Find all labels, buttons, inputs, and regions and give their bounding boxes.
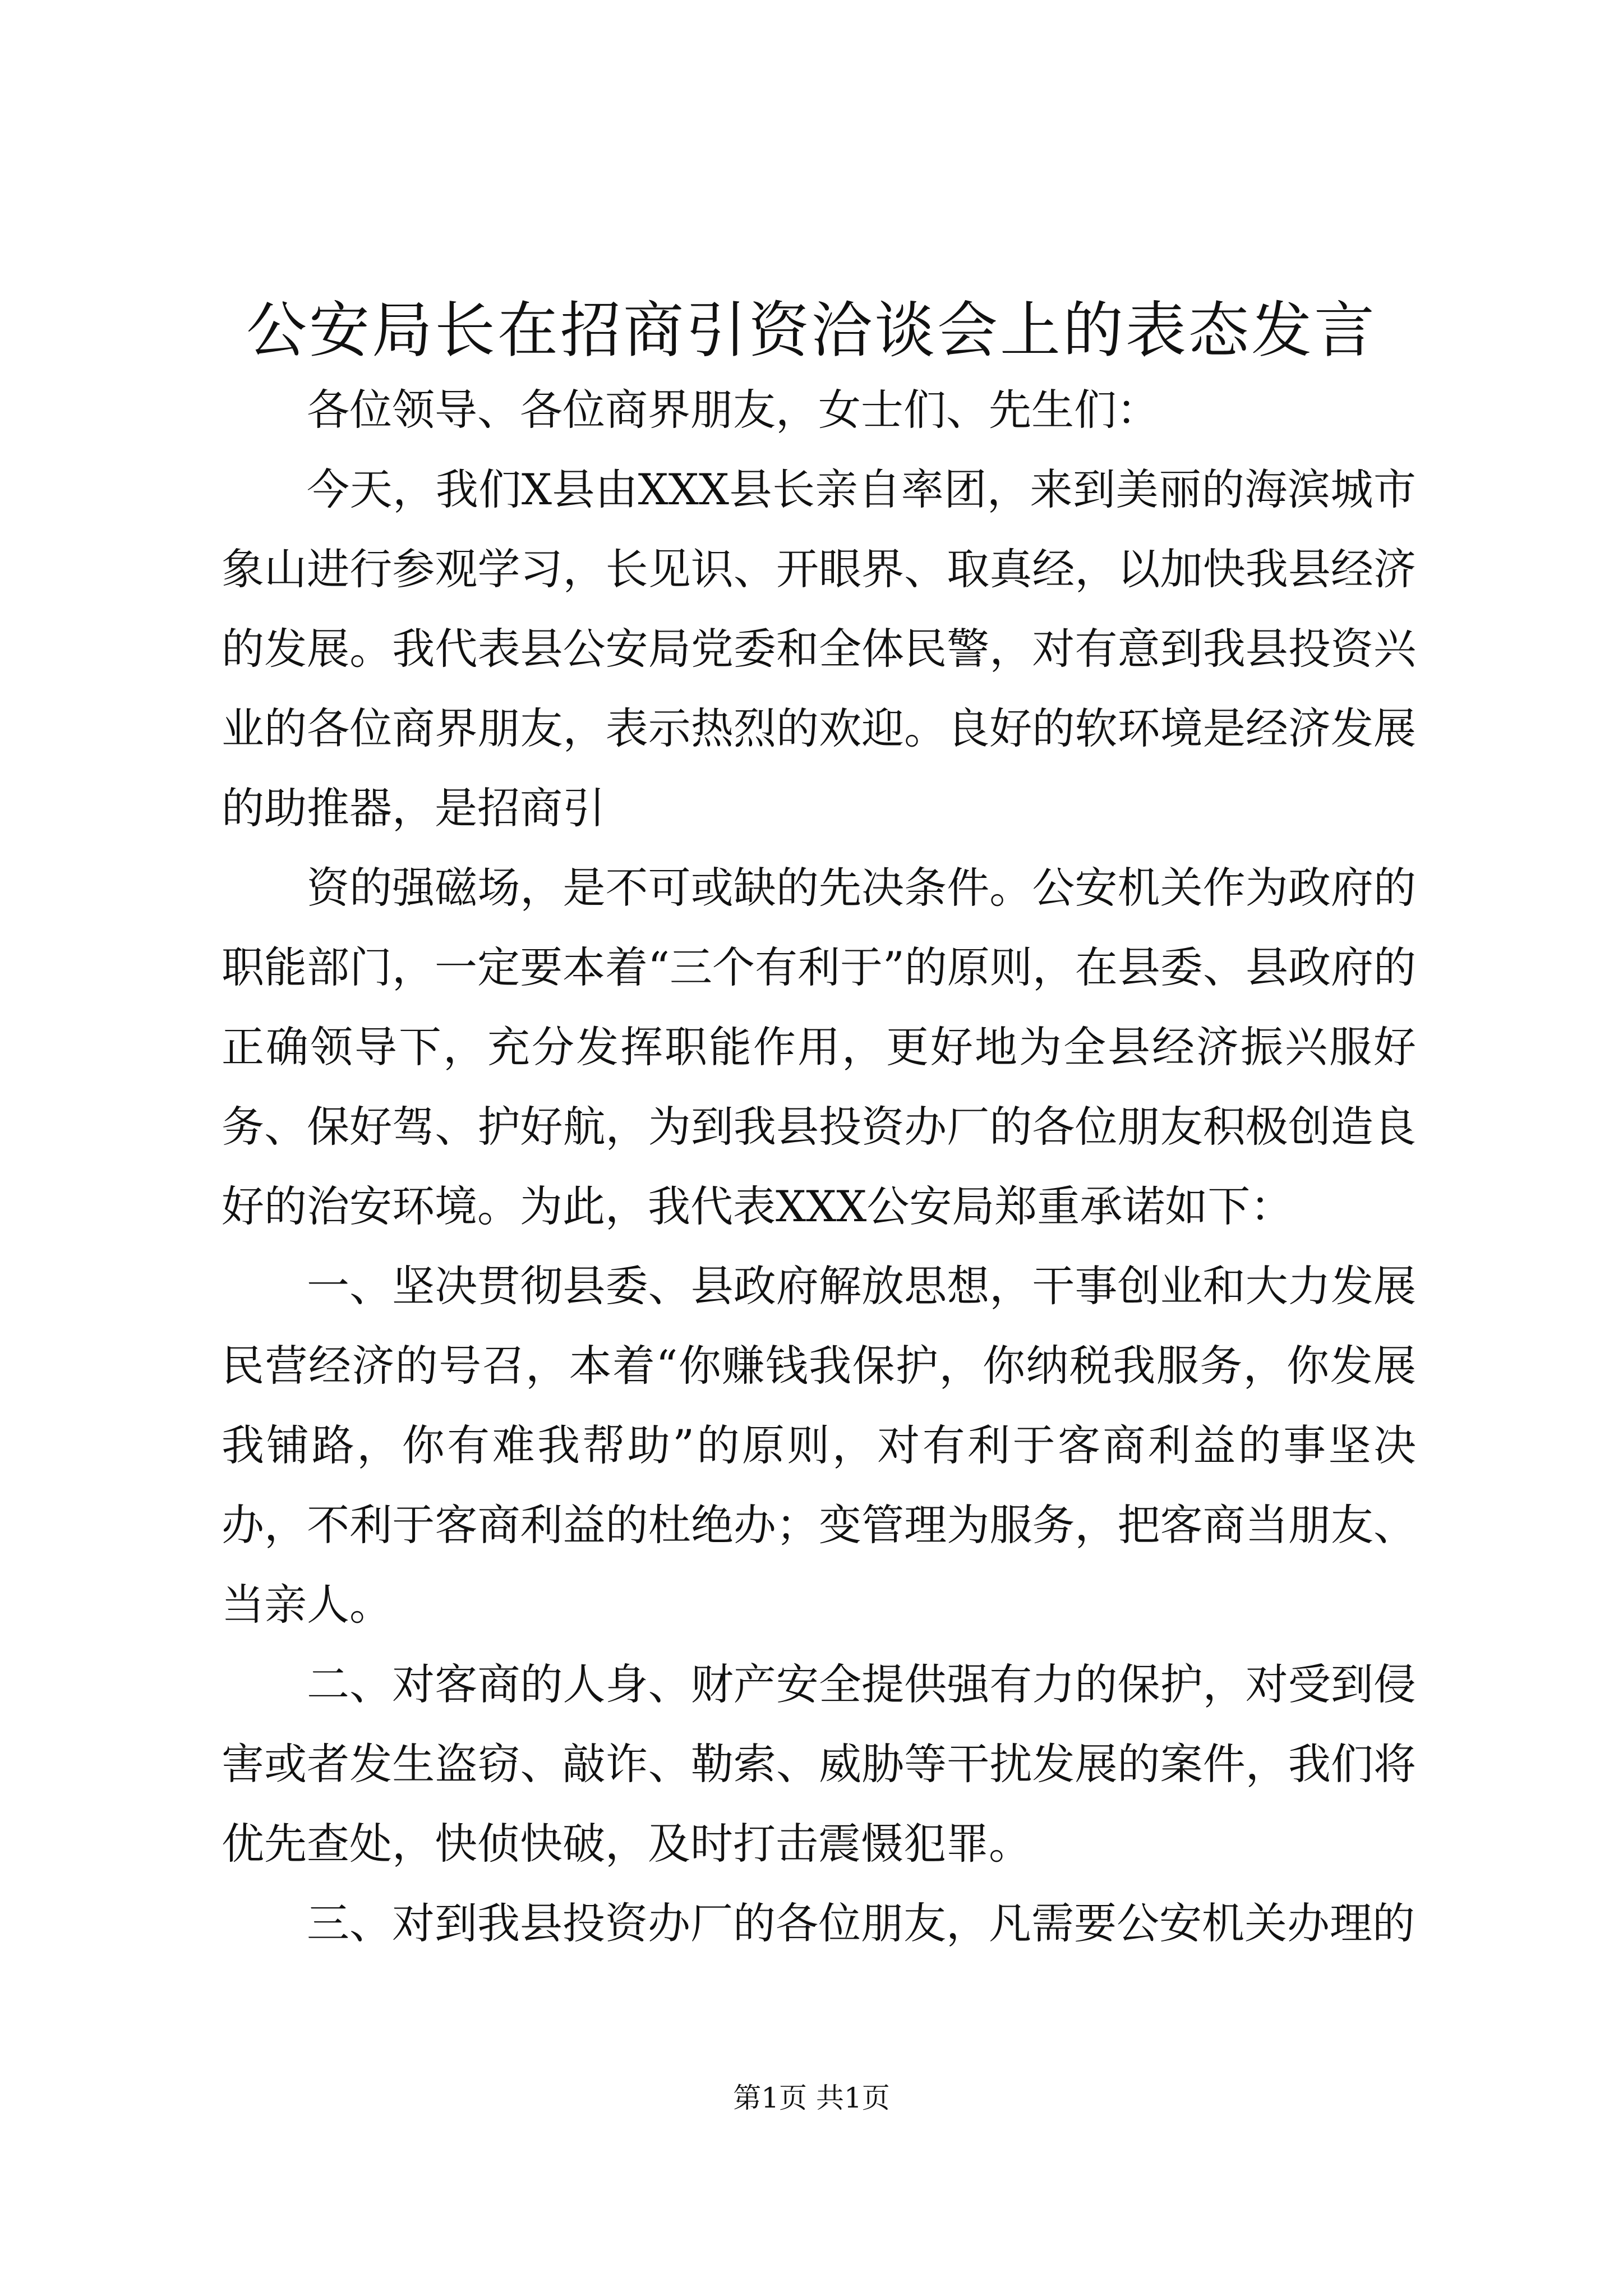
document-body — [222, 370, 1416, 1963]
body-paragraph-2: 资的强磁场，是不可或缺的先决条件。公安机关作为政府的职能部门，一定要本着“三个有利于”的原则，在县委、县政府的正确领导下，充分发挥职能作用，更好地为全县经济振兴服好务、保好驾、护好航，为到我县投资办厂的各位朋友积极创造良好的治安环境。为此，我代表XXX公安局郑重承诺如下： — [222, 863, 1416, 1231]
commitment-paragraph-3: 三、对到我县投资办厂的各位朋友，凡需要公安机关办理的 — [307, 1898, 1415, 1948]
salutation-paragraph: 各位领导、各位商界朋友，女士们、先生们： — [307, 385, 1159, 435]
commitment-paragraph-1: 一、坚决贯彻县委、县政府解放思想，干事创业和大力发展民营经济的号召，本着“你赚钱我保护，你纳税我服务，你发展我铺路，你有难我帮助”的原则，对有利于客商利益的事坚决办，不利于客商利益的杜绝办；变管理为服务，把客商当朋友、当亲人。 — [222, 1261, 1416, 1630]
document-title: 公安局长在招商引资洽谈会上的表态发言 — [246, 296, 1377, 366]
body-paragraph-1: 今天，我们X县由XXX县长亲自率团，来到美丽的海滨城市象山进行参观学习，长见识、开眼界、取真经，以加快我县经济的发展。我代表县公安局党委和全体民警，对有意到我县投资兴业的各位商界朋友，表示热烈的欢迎。良好的软环境是经济发展的助推器，是招商引 — [222, 464, 1416, 833]
commitment-paragraph-2: 二、对客商的人身、财产安全提供强有力的保护，对受到侵害或者发生盗窃、敲诈、勒索、威胁等干扰发展的案件，我们将优先查处，快侦快破，及时打击震慑犯罪。 — [222, 1659, 1416, 1869]
page-footer: 第1页 共1页 — [733, 2082, 890, 2114]
